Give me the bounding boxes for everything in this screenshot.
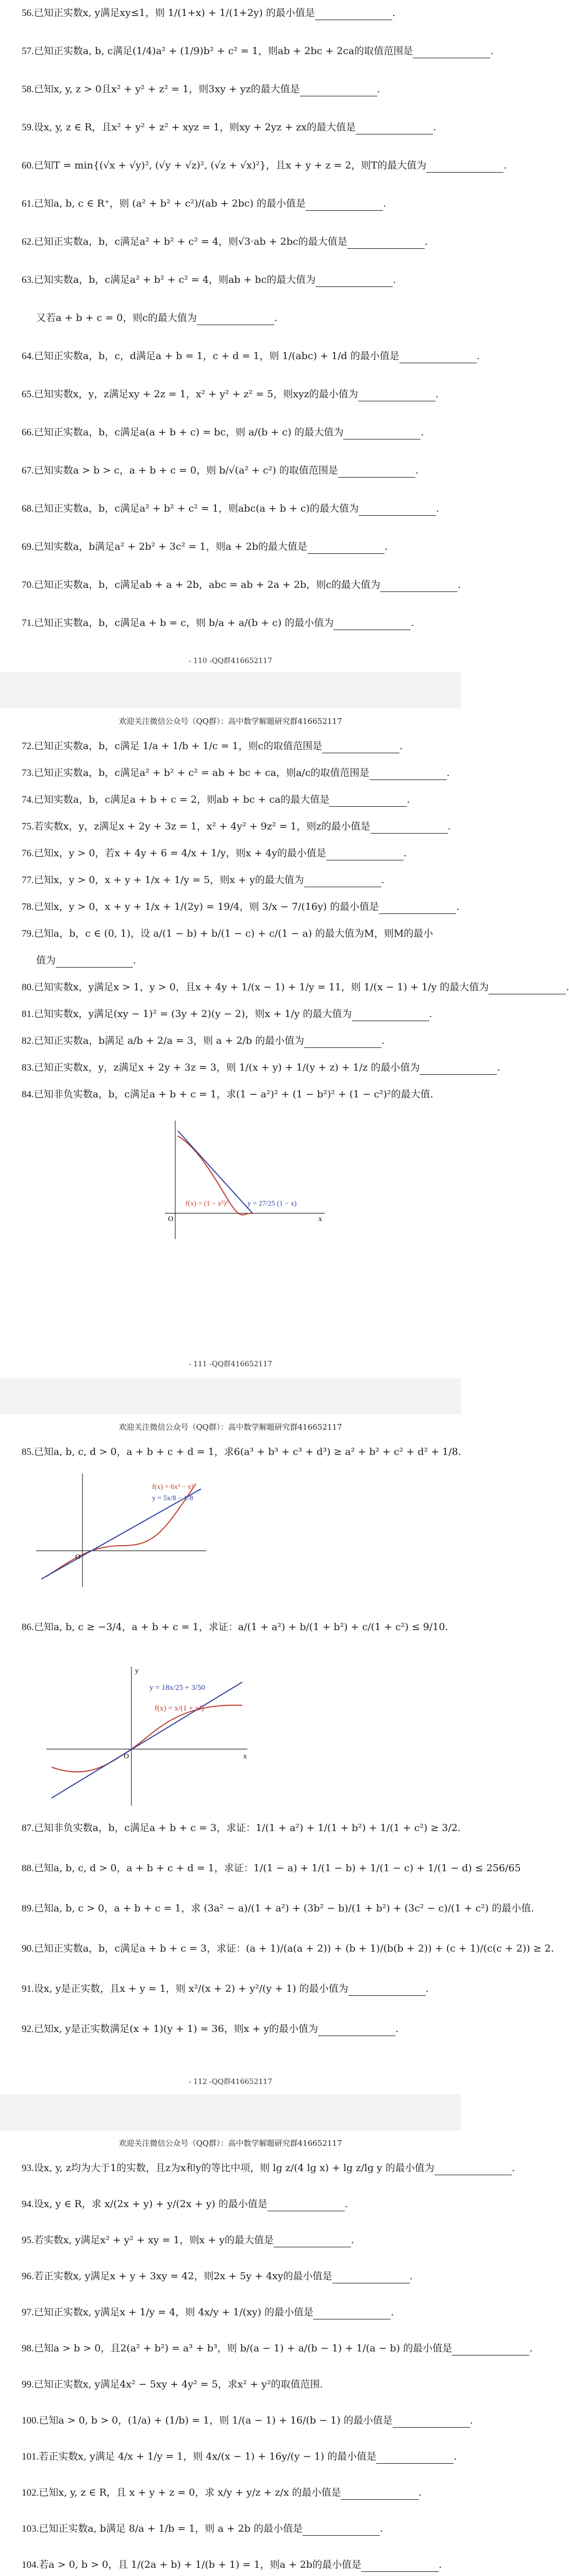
answer-blank [332, 2273, 410, 2283]
question-number: 61. [22, 198, 34, 209]
question-number: 67. [22, 465, 34, 476]
answer-blank [370, 769, 447, 780]
question-text: 已知x, y, z ∈ R，且 x + y + z = 0，求 x/y + y/z + z/x 的最小值是 [39, 2487, 341, 2498]
question-item [22, 1861, 521, 1875]
question-text: 已知正实数a，b，c满足a + b = c，则 b/a + a/(b + c) 的最小值为 [34, 617, 334, 629]
origin-label: O [168, 1215, 174, 1223]
question-item: 95.若实数x, y满足x² + y² + xy = 1，则x + y的最大值是 . [22, 2233, 444, 2247]
question-text: 值为 [36, 955, 56, 966]
answer-blank [322, 742, 399, 753]
question-item: 又若a + b + c = 0，则c的最大值为 . [36, 311, 459, 325]
question-item: 75.若实数x，y，z满足x + 2y + 3z = 1，x² + 4y² + 9z² = 1，则z的最小值是 . [22, 820, 444, 834]
question-number: 80. [22, 982, 34, 993]
question-number: 58. [22, 84, 34, 95]
question-number: 91. [22, 1984, 34, 1994]
question-item: 82.已知正实数a，b满足 a/b + 2/a = 3，则 a + 2/b 的最小值为 . [22, 1034, 444, 1048]
line-label: y = 27/25 (1 − x) [247, 1200, 297, 1208]
answer-blank [380, 581, 458, 592]
question-text: 已知正实数a，b满足 a/b + 2/a = 3，则 a + 2/b 的最小值为 [34, 1035, 305, 1046]
question-number: 95. [22, 2235, 34, 2246]
page-header: 欢迎关注微信公众号（QQ群）：高中数学解题研究群416652117 [119, 2139, 342, 2148]
question-item: 81.已知实数x，y满足(xy − 1)² = (3y + 2)(y − 2)，则x + 1/y 的最大值为 . [22, 1007, 444, 1021]
answer-blank [329, 796, 407, 807]
figure-86 [41, 1662, 258, 1811]
answer-blank [267, 2200, 345, 2211]
question-item: 98.已知a > b > 0，且2(a² + b²) = a³ + b³，则 b/(a − 1) + a/(b − 1) + 1/(a − b) 的最小值是 . [22, 2342, 444, 2355]
question-number: 65. [22, 389, 34, 400]
question-text: 若正实数x, y满足 4/x + 1/y = 1，则 4x/(x − 1) + 16y/(y − 1) 的最小值是 [39, 2451, 377, 2462]
question-item: 57.已知正实数a, b, c满足(1/4)a² + (1/9)b² + c² = 1，则ab + 2bc + 2ca的取值范围是 . [22, 44, 444, 58]
answer-blank [379, 903, 456, 914]
question-text: 设x, y, z ∈ R，且x² + y² + z² + xyz = 1，则xy + 2yz + zx的最大值是 [34, 122, 356, 133]
question-number: 78. [22, 902, 34, 912]
question-item: 71.已知正实数a，b，c满足a + b = c，则 b/a + a/(b + c) 的最小值为 . [22, 616, 444, 630]
page-header: 欢迎关注微信公众号（QQ群）：高中数学解题研究群416652117 [119, 1422, 342, 1432]
question-item: 68.已知正实数a，b，c满足a² + b² + c² = 1，则abc(a + b + c)的最大值为 . [22, 502, 444, 516]
question-text: 已知a, b, c, d > 0，a + b + c + d = 1，求6(a³ + b³ + c³ + d³) ≥ a² + b² + c² + d² + 1/8. [34, 1446, 461, 1458]
answer-blank [413, 47, 490, 58]
question-item: 104.若a > 0, b > 0，且 1/(2a + b) + 1/(b + 1) = 1，则a + 2b的最小值是 . [22, 2558, 444, 2572]
question-text: 已知实数a，b满足a² + 2b² + 3c² = 1，则a + 2b的最大值是 [34, 541, 308, 552]
question-number: 104. [22, 2560, 39, 2570]
question-number: 71. [22, 618, 34, 629]
question-number: 87. [22, 1823, 34, 1834]
question-item: 94.设x, y ∈ R，求 x/(2x + y) + y/(2x + y) 的最小值是 . [22, 2197, 444, 2211]
question-item: 73.已知正实数a，b，c满足a² + b² + c² = ab + bc + ca，则a/c的取值范围是 . [22, 766, 444, 780]
question-item: 91.设x, y是正实数，且x + y = 1，则 x²/(x + 2) + y²/(y + 1) 的最小值为 . [22, 1982, 444, 1996]
question-number: 70. [22, 580, 34, 590]
question-number: 76. [22, 848, 34, 859]
question-text: 已知正实数a，b，c满足ab + a + 2b，abc = ab + 2a + 2b，则c的最大值为 [34, 579, 380, 590]
question-item: 103.已知正实数a, b满足 8/a + 1/b = 1，则 a + 2b 的最小值是 . [22, 2522, 444, 2536]
question-number: 82. [22, 1036, 34, 1046]
question-text: 已知x，y > 0，x + y + 1/x + 1/(2y) = 19/4，则 3/x − 7/(16y) 的最小值是 [34, 901, 379, 912]
question-item: 65.已知实数x，y，z满足xy + 2z = 1，x² + y² + z² = 5，则xyz的最小值为 . [22, 387, 444, 401]
question-text: 已知正实数x, y满足4x² − 5xy + 4y² = 5，求x² + y²的取值范围. [34, 2379, 323, 2390]
question-number: 102. [22, 2487, 39, 2498]
answer-blank [420, 1064, 497, 1075]
page-112 [0, 1414, 554, 2094]
answer-blank [333, 619, 411, 630]
question-item: 93.设x, y, z均为大于1的实数，且z为x和y的等比中项，则 lg z/(4 lg x) + lg z/lg y 的最小值为 . [22, 2161, 444, 2175]
question-number: 93. [22, 2163, 34, 2174]
answer-blank [393, 2417, 470, 2428]
figure-84 [155, 1115, 340, 1244]
question-item [22, 1620, 448, 1634]
question-item: 61.已知a, b, c ∈ R⁺，则 (a² + b² + c²)/(ab + 2bc) 的最小值是 . [22, 197, 444, 211]
answer-blank [56, 957, 133, 968]
answer-blank [313, 2309, 391, 2319]
question-text: 已知正实数a，b，c满足a² + b² + c² = 1，则abc(a + b + c)的最大值为 [34, 503, 359, 514]
question-text: 已知x，y > 0，x + y + 1/x + 1/y = 5，则x + y的最大值为 [34, 874, 304, 886]
question-text: 若实数x，y，z满足x + 2y + 3z = 1，x² + 4y² + 9z² = 1，则z的最小值是 [34, 821, 371, 832]
question-text: 已知正实数a, b满足 8/a + 1/b = 1，则 a + 2b 的最小值是 [39, 2523, 303, 2534]
question-item: 70.已知正实数a，b，c满足ab + a + 2b，abc = ab + 2a + 2b，则c的最大值为 . [22, 578, 444, 592]
question-text: 已知正实数x, y满足xy≤1，则 1/(1+x) + 1/(1+2y) 的最小值是 [34, 7, 315, 19]
question-item: 72.已知正实数a，b，c满足 1/a + 1/b + 1/c = 1，则c的取值范围是 . [22, 739, 444, 753]
question-number: 79. [22, 928, 34, 939]
question-item [22, 1821, 461, 1835]
question-text: 又若a + b + c = 0，则c的最大值为 [36, 312, 197, 324]
question-text: 已知实数a > b > c，a + b + c = 0，则 b/√(a² + c²) 的取值范围是 [34, 465, 338, 476]
question-number: 96. [22, 2271, 34, 2282]
figure-85 [31, 1468, 216, 1592]
answer-blank [274, 2236, 351, 2247]
question-number: 68. [22, 503, 34, 514]
x-axis-label: x [243, 1753, 247, 1760]
question-number: 73. [22, 768, 34, 778]
answer-blank [341, 2489, 419, 2500]
question-text: 已知a，b，c ∈ (0, 1)，设 a/(1 − b) + b/(1 − c) + c/(1 − a) 的最大值为M，则M的最小 [34, 928, 433, 939]
question-text: 设x, y是正实数，且x + y = 1，则 x²/(x + 2) + y²/(y + 1) 的最小值为 [34, 1983, 348, 1994]
page-separator [0, 2094, 461, 2130]
question-item: 69.已知实数a，b满足a² + 2b² + 3c² = 1，则a + 2b的最大值是 . [22, 540, 444, 554]
question-text: 已知正实数a，b，c满足 1/a + 1/b + 1/c = 1，则c的取值范围是 [34, 740, 323, 752]
origin-label: O [124, 1753, 129, 1760]
question-item: 74.已知实数a，b，c满足a + b + c = 2，则ab + bc + ca的最大值是 . [22, 793, 444, 807]
answer-blank [197, 314, 274, 325]
question-number: 72. [22, 741, 34, 752]
answer-blank [306, 200, 383, 211]
answer-blank [352, 1010, 429, 1021]
question-text: 已知a, b, c ≥ −3/4，a + b + c = 1，求证：a/(1 + a²) + b/(1 + b²) + c/(1 + c²) ≤ 9/10. [34, 1621, 448, 1633]
answer-blank [361, 2561, 439, 2572]
question-number: 56. [22, 8, 34, 19]
x-axis-label: x [319, 1215, 322, 1223]
question-text: 已知实数x，y，z满足xy + 2z = 1，x² + y² + z² = 5，则xyz的最小值为 [34, 388, 358, 400]
answer-blank [358, 391, 436, 401]
answer-blank [315, 276, 393, 287]
question-text: 已知非负实数a，b，c满足a + b + c = 1，求(1 − a²)² + (1 − b²)² + (1 − c²)²的最大值. [34, 1089, 433, 1100]
answer-blank [326, 850, 404, 860]
question-number: 81. [22, 1009, 34, 1020]
question-number: 64. [22, 351, 34, 362]
question-item: 值为 . [36, 954, 459, 968]
origin-label: O [75, 1553, 81, 1561]
question-text: 已知a > b > 0，且2(a² + b²) = a³ + b³，则 b/(a − 1) + a/(b − 1) + 1/(a − b) 的最小值是 [34, 2343, 453, 2354]
question-item: 64.已知正实数a，b，c，d满足a + b = 1，c + d = 1，则 1/(abc) + 1/d 的最小值是 . [22, 349, 444, 363]
line-label: y = 18x/25 + 3/50 [149, 1684, 205, 1692]
question-item [22, 2378, 444, 2392]
question-number: 60. [22, 160, 34, 171]
question-item: 97.已知正实数x, y满足x + 1/y = 4，则 4x/y + 1/(xy) 的最小值是 . [22, 2306, 444, 2319]
question-number: 97. [22, 2307, 34, 2318]
answer-blank [343, 429, 421, 439]
question-text: 已知a > 0, b > 0，(1/a) + (1/b) = 1，则 1/(a − 1) + 16/(b − 1) 的最小值是 [39, 2415, 393, 2426]
question-item [22, 927, 444, 941]
page-footer: - 111 -QQ群416652117 [188, 1360, 273, 1368]
question-number: 90. [22, 1943, 34, 1954]
question-text: 已知实数x，y满足x > 1，y > 0，且x + 4y + 1/(x − 1) + 1/y = 11，则 1/(x − 1) + 1/y 的最大值为 [34, 981, 489, 993]
question-item: 60.已知T = min{(√x + √y)², (√y + √z)², (√z + √x)²}，且x + y + z = 2，则T的最大值为 . [22, 159, 444, 173]
question-number: 101. [22, 2451, 39, 2462]
question-text: 已知T = min{(√x + √y)², (√y + √z)², (√z + √x)²}，且x + y + z = 2，则T的最大值为 [34, 160, 427, 171]
question-item: 83.已知正实数x，y，z满足x + 2y + 3z = 3，则 1/(x + y) + 1/(y + z) + 1/z 的最小值为 . [22, 1061, 444, 1075]
question-text: 已知非负实数a，b，c满足a + b + c = 3，求证：1/(1 + a²) + 1/(1 + b²) + 1/(1 + c²) ≥ 3/2. [34, 1822, 461, 1834]
page-footer: - 110 -QQ群416652117 [188, 657, 273, 665]
question-item: 66.已知正实数a，b，c满足a(a + b + c) = bc，则 a/(b + c) 的最大值为 . [22, 426, 444, 439]
answer-blank [348, 1985, 426, 1996]
answer-blank [426, 162, 504, 173]
page-113 [0, 2130, 533, 2576]
question-item: 76.已知x，y > 0，若x + 4y + 6 = 4/x + 1/y，则x + 4y的最小值是 . [22, 846, 444, 860]
question-number: 62. [22, 236, 34, 247]
question-number: 88. [22, 1863, 34, 1874]
question-number: 77. [22, 875, 34, 886]
question-number: 66. [22, 427, 34, 438]
question-number: 59. [22, 122, 34, 133]
question-number: 86. [22, 1622, 34, 1633]
question-text: 已知正实数a, b, c满足(1/4)a² + (1/9)b² + c² = 1，则ab + 2bc + 2ca的取值范围是 [34, 45, 413, 57]
answer-blank [399, 352, 477, 363]
question-text: 已知正实数a，b，c满足a + b + c = 3，求证：(a + 1)/(a(a + 2)) + (b + 1)/(b(b + 2)) + (c + 1)/(c(c + 2)) ≥ 2. [34, 1943, 554, 1954]
answer-blank [452, 2345, 529, 2355]
answer-blank [300, 86, 377, 96]
question-item [22, 1088, 444, 1101]
answer-blank [304, 1037, 381, 1048]
question-number: 92. [22, 2024, 34, 2035]
question-item: 63.已知实数a，b，c满足a² + b² + c² = 4，则ab + bc的最大值为 . [22, 273, 444, 287]
question-number: 63. [22, 275, 34, 285]
answer-blank [347, 238, 425, 249]
question-number: 83. [22, 1062, 34, 1073]
question-number: 75. [22, 821, 34, 832]
question-item [22, 1942, 554, 1956]
question-item: 96.若正实数x, y满足x + y + 3xy = 42，则2x + 5y + 4xy的最小值是 . [22, 2269, 444, 2283]
question-item [22, 1902, 534, 1916]
question-text: 若实数x, y满足x² + y² + xy = 1，则x + y的最大值是 [34, 2234, 274, 2246]
question-text: 已知x, y, z > 0且x² + y² + z² = 1，则3xy + yz的最大值是 [34, 83, 300, 95]
question-text: 设x, y, z均为大于1的实数，且z为x和y的等比中项，则 lg z/(4 lg x) + lg z/lg y 的最小值为 [34, 2162, 434, 2174]
question-text: 若正实数x, y满足x + y + 3xy = 42，则2x + 5y + 4xy的最小值是 [34, 2270, 332, 2282]
question-item: 77.已知x，y > 0，x + y + 1/x + 1/y = 5，则x + y的最大值为 . [22, 873, 444, 887]
page-separator [0, 1378, 461, 1414]
question-number: 99. [22, 2379, 34, 2390]
question-text: 已知正实数a，b，c满足a(a + b + c) = bc，则 a/(b + c) 的最大值为 [34, 427, 344, 438]
question-text: 已知正实数a，b，c满足a² + b² + c² = 4，则√3·ab + 2bc的最大值是 [34, 236, 347, 247]
question-number: 69. [22, 541, 34, 552]
question-text: 若a > 0, b > 0，且 1/(2a + b) + 1/(b + 1) = 1，则a + 2b的最小值是 [39, 2559, 362, 2570]
answer-blank [338, 467, 415, 478]
question-item: 102.已知x, y, z ∈ R，且 x + y + z = 0，求 x/y + y/z + z/x 的最小值是 . [22, 2486, 444, 2500]
question-text: 已知实数a，b，c满足a² + b² + c² = 4，则ab + bc的最大值为 [34, 274, 316, 285]
question-text: 已知实数a，b，c满足a + b + c = 2，则ab + bc + ca的最大值是 [34, 794, 330, 805]
answer-blank [315, 9, 392, 20]
question-item: 80.已知实数x，y满足x > 1，y > 0，且x + 4y + 1/(x − 1) + 1/y = 11，则 1/(x − 1) + 1/y 的最大值为 . [22, 980, 444, 994]
page-separator [0, 672, 461, 708]
answer-blank [318, 2025, 395, 2036]
answer-blank [303, 2525, 380, 2536]
page-110 [0, 0, 507, 672]
question-item: 62.已知正实数a，b，c满足a² + b² + c² = 4，则√3·ab + 2bc的最大值是 . [22, 235, 444, 249]
answer-blank [304, 876, 381, 887]
curve-label: f(x) = x/(1 + x²) [155, 1704, 204, 1713]
question-item [22, 1445, 461, 1459]
question-text: 设x, y ∈ R，求 x/(2x + y) + y/(2x + y) 的最小值是 [34, 2198, 267, 2210]
y-axis-label: y [135, 1667, 139, 1675]
question-text: 已知正实数x, y满足x + 1/y = 4，则 4x/y + 1/(xy) 的最小值是 [34, 2307, 314, 2318]
page-header: 欢迎关注微信公众号（QQ群）：高中数学解题研究群416652117 [119, 717, 342, 726]
question-text: 已知x，y > 0，若x + 4y + 6 = 4/x + 1/y，则x + 4y的最小值是 [34, 848, 326, 859]
question-item: 67.已知实数a > b > c，a + b + c = 0，则 b/√(a² + c²) 的取值范围是 . [22, 464, 444, 478]
question-text: 已知x, y是正实数满足(x + 1)(y + 1) = 36，则x + y的最小值为 [34, 2023, 319, 2035]
line-label: y = 5x/8 − 1/8 [152, 1495, 193, 1502]
question-text: 已知实数x，y满足(xy − 1)² = (3y + 2)(y − 2)，则x + 1/y 的最大值为 [34, 1008, 352, 1020]
answer-blank [359, 505, 436, 516]
question-item: 92.已知x, y是正实数满足(x + 1)(y + 1) = 36，则x + y的最小值为 . [22, 2022, 444, 2036]
question-text: 已知正实数a，b，c满足a² + b² + c² = ab + bc + ca，则a/c的取值范围是 [34, 767, 370, 778]
question-number: 57. [22, 46, 34, 57]
question-item: 101.若正实数x, y满足 4/x + 1/y = 1，则 4x/(x − 1) + 16y/(y − 1) 的最小值是 . [22, 2450, 444, 2464]
question-number: 94. [22, 2199, 34, 2210]
question-number: 85. [22, 1447, 34, 1458]
question-number: 98. [22, 2343, 34, 2354]
answer-blank [307, 543, 384, 554]
question-text: 已知a, b, c > 0，a + b + c = 1，求 (3a² − a)/(1 + a²) + (3b² − b)/(1 + b²) + (3c² − c)/(1 + c²) 的最小值. [34, 1903, 534, 1914]
answer-blank [356, 124, 433, 134]
question-item: 56.已知正实数x, y满足xy≤1，则 1/(1+x) + 1/(1+2y) 的最小值是 . [22, 6, 444, 20]
question-text: 已知正实数x，y，z满足x + 2y + 3z = 3，则 1/(x + y) + 1/(y + z) + 1/z 的最小值为 [34, 1062, 420, 1073]
answer-blank [489, 984, 566, 994]
answer-blank [371, 823, 448, 834]
question-number: 89. [22, 1903, 34, 1914]
question-text: 已知正实数a，b，c，d满足a + b = 1，c + d = 1，则 1/(abc) + 1/d 的最小值是 [34, 350, 399, 362]
curve-label: f(x) = (1 − x²)² [186, 1200, 228, 1208]
question-number: 84. [22, 1089, 34, 1100]
answer-blank [376, 2453, 454, 2464]
curve-label: f(x) = 6x³ − x² [152, 1483, 194, 1491]
answer-blank [434, 2164, 512, 2175]
question-text: 已知a, b, c ∈ R⁺，则 (a² + b² + c²)/(ab + 2bc) 的最小值是 [34, 198, 306, 209]
question-item: 78.已知x，y > 0，x + y + 1/x + 1/(2y) = 19/4，则 3/x − 7/(16y) 的最小值是 . [22, 900, 444, 914]
question-number: 103. [22, 2523, 39, 2534]
question-number: 74. [22, 794, 34, 805]
page-111 [0, 708, 569, 1378]
question-number: 100. [22, 2415, 39, 2426]
question-item: 100.已知a > 0, b > 0，(1/a) + (1/b) = 1，则 1/(a − 1) + 16/(b − 1) 的最小值是 . [22, 2414, 444, 2428]
question-item: 58.已知x, y, z > 0且x² + y² + z² = 1，则3xy + yz的最大值是 . [22, 82, 444, 96]
question-item: 59.设x, y, z ∈ R，且x² + y² + z² + xyz = 1，则xy + 2yz + zx的最大值是 . [22, 121, 444, 134]
page-footer: - 112 -QQ群416652117 [188, 2078, 273, 2086]
question-text: 已知a, b, c, d > 0，a + b + c + d = 1，求证：1/(1 − a) + 1/(1 − b) + 1/(1 − c) + 1/(1 − d) ≤ 256/65 [34, 1862, 521, 1874]
